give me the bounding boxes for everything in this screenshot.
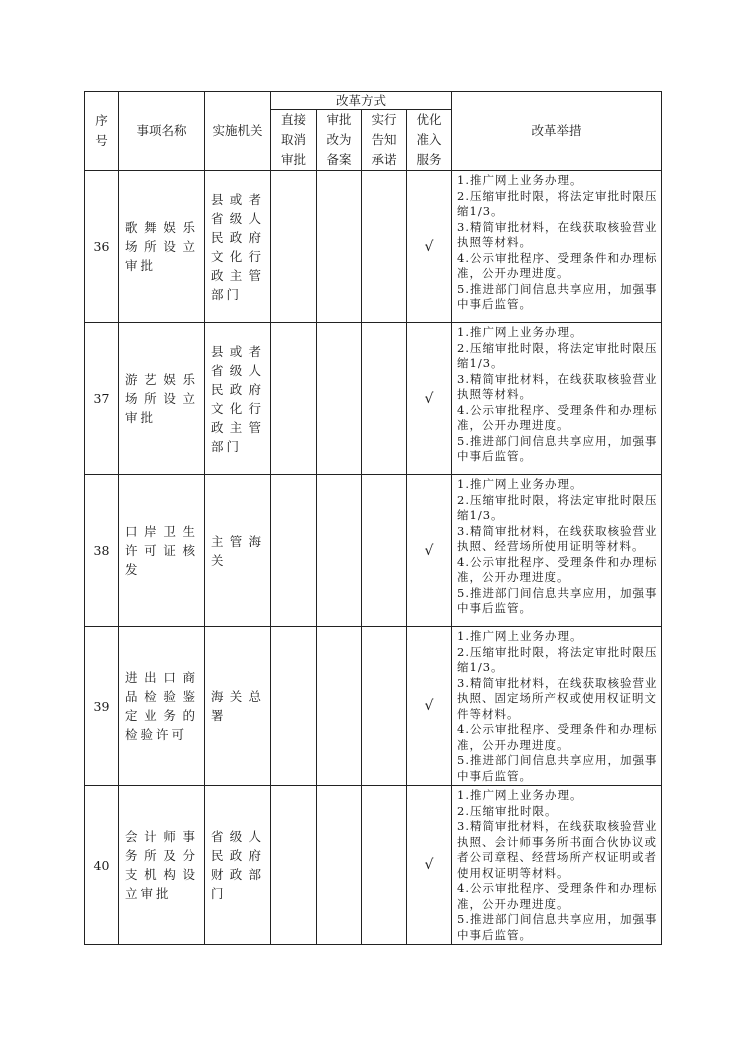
measure-line: 1.推广网上业务办理。	[457, 629, 583, 643]
measure-line: 2.压缩审批时限，将法定审批时限压缩1/3。	[457, 492, 658, 522]
row-seq: 38	[85, 475, 119, 627]
row-measures	[452, 475, 662, 627]
header-name: 事项名称	[119, 92, 205, 171]
row-cancel-mark	[271, 323, 317, 475]
row-cancel-mark	[271, 475, 317, 627]
header-seq: 序号	[85, 92, 119, 171]
row-cancel-mark	[271, 786, 317, 945]
measure-line: 3.精简审批材料，在线获取核验营业执照、固定场所产权或使用权证明文件等材料。	[457, 675, 658, 721]
row-measures	[452, 627, 662, 786]
measure-line: 3.精简审批材料，在线获取核验营业执照等材料。	[457, 219, 658, 249]
row-optimize-mark: √	[407, 786, 452, 945]
row-cancel-mark	[271, 627, 317, 786]
row-notify-mark	[362, 475, 407, 627]
measure-line: 5.推进部门间信息共享应用，加强事中事后监管。	[457, 912, 658, 942]
row-notify-mark	[362, 627, 407, 786]
measure-line: 4.公示审批程序、受理条件和办理标准，公开办理进度。	[457, 402, 658, 432]
row-cancel-mark	[271, 171, 317, 323]
measure-line: 1.推广网上业务办理。	[457, 788, 583, 802]
measure-line: 3.精简审批材料，在线获取核验营业执照、会计师事务所书面合伙协议或者公司章程、经营场所产权证明或者使用权证明等材料。	[457, 819, 658, 880]
row-agency: 省级人民政府财政部门	[205, 786, 271, 945]
row-optimize-mark: √	[407, 475, 452, 627]
row-filing-mark	[317, 627, 362, 786]
table-row	[85, 786, 662, 945]
row-agency: 海关总署	[205, 627, 271, 786]
measure-line: 2.压缩审批时限，将法定审批时限压缩1/3。	[457, 340, 658, 370]
header-optimize: 优化准入服务	[407, 110, 452, 171]
measure-line: 4.公示审批程序、受理条件和办理标准，公开办理进度。	[457, 722, 658, 752]
row-agency: 县或者省级人民政府文化行政主管部门	[205, 171, 271, 323]
row-filing-mark	[317, 171, 362, 323]
row-agency: 县或者省级人民政府文化行政主管部门	[205, 323, 271, 475]
row-filing-mark	[317, 323, 362, 475]
measure-line: 4.公示审批程序、受理条件和办理标准，公开办理进度。	[457, 250, 658, 280]
table-row	[85, 475, 662, 627]
row-agency: 主管海关	[205, 475, 271, 627]
measure-line: 5.推进部门间信息共享应用，加强事中事后监管。	[457, 281, 658, 311]
table-row	[85, 171, 662, 323]
row-item-name: 进出口商品检验鉴定业务的检验许可	[119, 627, 205, 786]
header-filing: 审批改为备案	[317, 110, 362, 171]
measure-line: 4.公示审批程序、受理条件和办理标准，公开办理进度。	[457, 881, 658, 911]
measure-line: 5.推进部门间信息共享应用，加强事中事后监管。	[457, 753, 658, 783]
row-notify-mark	[362, 786, 407, 945]
row-seq: 36	[85, 171, 119, 323]
table-row	[85, 627, 662, 786]
measure-line: 2.压缩审批时限。	[457, 803, 558, 818]
row-measures	[452, 171, 662, 323]
row-item-name: 口岸卫生许可证核发	[119, 475, 205, 627]
header-reform-method: 改革方式	[271, 92, 452, 110]
table-row	[85, 323, 662, 475]
document-page	[84, 91, 661, 945]
measure-line: 1.推广网上业务办理。	[457, 173, 583, 187]
measure-line: 3.精简审批材料，在线获取核验营业执照等材料。	[457, 371, 658, 401]
measure-line: 3.精简审批材料，在线获取核验营业执照、经营场所使用证明等材料。	[457, 523, 658, 553]
row-filing-mark	[317, 786, 362, 945]
reform-table	[84, 91, 662, 945]
measure-line: 5.推进部门间信息共享应用，加强事中事后监管。	[457, 433, 658, 463]
header-notify: 实行告知承诺	[362, 110, 407, 171]
row-measures	[452, 323, 662, 475]
row-optimize-mark: √	[407, 171, 452, 323]
row-optimize-mark: √	[407, 627, 452, 786]
measure-line: 1.推广网上业务办理。	[457, 477, 583, 491]
row-optimize-mark: √	[407, 323, 452, 475]
row-notify-mark	[362, 323, 407, 475]
row-item-name: 会计师事务所及分支机构设立审批	[119, 786, 205, 945]
measure-line: 2.压缩审批时限，将法定审批时限压缩1/3。	[457, 644, 658, 674]
row-measures	[452, 786, 662, 945]
row-seq: 40	[85, 786, 119, 945]
measure-line: 5.推进部门间信息共享应用，加强事中事后监管。	[457, 585, 658, 615]
row-notify-mark	[362, 171, 407, 323]
row-seq: 39	[85, 627, 119, 786]
measure-line: 4.公示审批程序、受理条件和办理标准，公开办理进度。	[457, 554, 658, 584]
row-item-name: 游艺娱乐场所设立审批	[119, 323, 205, 475]
row-seq: 37	[85, 323, 119, 475]
measure-line: 2.压缩审批时限，将法定审批时限压缩1/3。	[457, 188, 658, 218]
row-filing-mark	[317, 475, 362, 627]
header-org: 实施机关	[205, 92, 271, 171]
header-cancel: 直接取消审批	[271, 110, 317, 171]
header-measures: 改革举措	[452, 92, 662, 171]
measure-line: 1.推广网上业务办理。	[457, 325, 583, 339]
row-item-name: 歌舞娱乐场所设立审批	[119, 171, 205, 323]
